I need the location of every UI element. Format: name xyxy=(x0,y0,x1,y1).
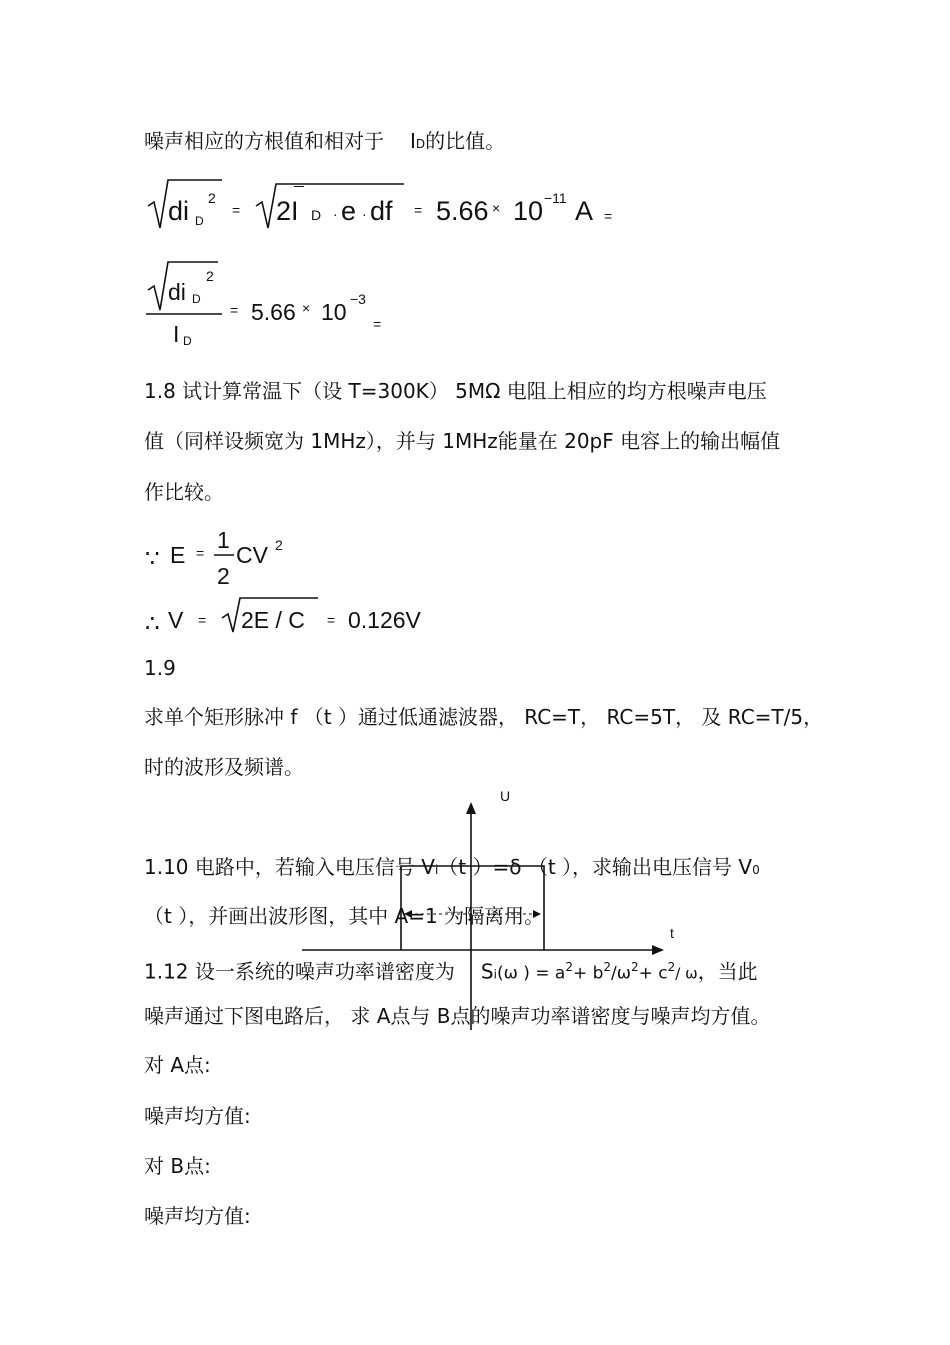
eq1-ten: 10 xyxy=(513,196,544,226)
point-b-label: 对 B点: xyxy=(144,1154,211,1178)
eq1-sub2: D xyxy=(311,207,322,223)
eqE-E: E xyxy=(170,542,186,568)
eq1-e: e xyxy=(341,196,357,226)
p112-w1-exp: 2 xyxy=(631,960,639,974)
p112-line2: 噪声通过下图电路后， 求 A点与 B点的噪声功率谱密度与噪声均方值。 xyxy=(144,1004,771,1028)
eq2-exponent: −3 xyxy=(350,291,366,307)
eq2-equals: = xyxy=(230,302,239,318)
p110-vo-subscript: 0 xyxy=(752,863,760,877)
eqE-cv: CV xyxy=(236,542,268,568)
eq1-exponent: −11 xyxy=(544,190,567,206)
eq1-di: di xyxy=(168,196,190,226)
eqV-V: V xyxy=(168,607,184,633)
p19-number: 1.9 xyxy=(144,656,176,680)
eq1-times: × xyxy=(492,200,501,216)
x-axis-arrow-icon xyxy=(652,945,664,955)
y-axis-arrow-icon xyxy=(466,802,476,814)
eq1-2i: 2I xyxy=(276,196,299,226)
eq2-times: × xyxy=(302,300,311,316)
eq1-exp: 2 xyxy=(208,190,216,206)
p18-line2: 值（同样设频宽为 1MHz），并与 1MHz能量在 20pF 电容上的输出幅值 xyxy=(144,429,781,453)
eq1-dot2: · xyxy=(362,206,367,222)
p112-c: + c xyxy=(638,963,668,984)
eq1-equals2: = xyxy=(414,202,423,218)
eqE-because: ∵ xyxy=(145,545,160,571)
eq1-equals3: = xyxy=(604,208,613,224)
p112-s-sub: i xyxy=(493,967,497,982)
eqV-equals: = xyxy=(198,612,207,628)
p112-line1 xyxy=(144,955,758,987)
id-subscript: D xyxy=(415,137,426,151)
eq2-den: I xyxy=(173,321,180,347)
eq1-df: df xyxy=(370,196,393,226)
eq1-unit: A xyxy=(575,196,594,226)
eq1-sub: D xyxy=(195,214,204,228)
eq2-value: 5.66 xyxy=(251,299,296,325)
eq2-ten: 10 xyxy=(321,299,347,325)
p110-line2: （t ），并画出波形图，其中 A=1 为隔离用。 xyxy=(144,904,545,928)
point-a-label: 对 A点: xyxy=(144,1053,211,1077)
figure-t-label: t xyxy=(670,925,674,941)
intro-text: 噪声相应的方根值和相对于 xyxy=(144,129,384,153)
eqE-exp: 2 xyxy=(275,537,283,553)
p112-lead: 1.12 设一系统的噪声功率谱密度为 xyxy=(144,959,455,984)
eq1-overbar xyxy=(294,186,304,187)
eqV-equals2: = xyxy=(327,612,336,628)
p112-w2: / ω xyxy=(675,964,698,983)
eqE-num: 1 xyxy=(217,527,230,553)
p19-line1: 求单个矩形脉冲 f （t ）通过低通滤波器， RC=T， RC=5T， 及 RC=T/5， xyxy=(144,705,824,729)
eq2-equals3: = xyxy=(373,316,382,332)
eq1-equals: = xyxy=(232,202,241,218)
mean-square-a-label: 噪声均方值: xyxy=(144,1104,251,1128)
p112-s: S xyxy=(480,959,494,984)
eq2-exp: 2 xyxy=(206,268,214,284)
eqV-radicand: 2E / C xyxy=(241,607,305,633)
eq2-di: di xyxy=(168,279,186,305)
p18-line3: 作比较。 xyxy=(144,480,224,504)
p112-tail: ，当此 xyxy=(697,959,758,984)
p112-b: + b xyxy=(572,963,604,984)
p112-b-exp: 2 xyxy=(603,960,612,974)
figure-u-label: U xyxy=(500,788,511,804)
p112-c-exp: 2 xyxy=(667,960,676,974)
eq2-sub: D xyxy=(192,292,201,306)
intro-tail: 的比值。 xyxy=(425,129,506,153)
eqV-value: 0.126V xyxy=(348,607,421,633)
eq1-value: 5.66 xyxy=(436,196,489,226)
eq1-dot1: · xyxy=(333,206,338,222)
mean-square-b-label: 噪声均方值: xyxy=(144,1204,251,1228)
eq2-den-sub: D xyxy=(183,334,192,348)
id-symbol: I xyxy=(410,129,416,153)
eqE-equals: = xyxy=(196,545,205,561)
p110-line1 xyxy=(144,855,760,882)
p19-line2: 时的波形及频谱。 xyxy=(144,755,304,779)
p110-line1-part1: 1.10 电路中，若输入电压信号 V xyxy=(144,855,435,879)
p110-line1-part2: （t ）=δ （t ），求输出电压信号 V xyxy=(438,855,753,879)
p112-a-exp: 2 xyxy=(565,960,573,974)
p112-w1: /ω xyxy=(611,963,632,984)
eqE-den: 2 xyxy=(217,563,230,589)
p112-formula: (ω ) = a xyxy=(496,963,566,984)
p18-line1: 1.8 试计算常温下（设 T=300K） 5MΩ 电阻上相应的均方根噪声电压 xyxy=(144,379,767,403)
p110-vi-subscript: i xyxy=(434,863,439,877)
eqV-therefore: ∴ xyxy=(145,610,160,636)
